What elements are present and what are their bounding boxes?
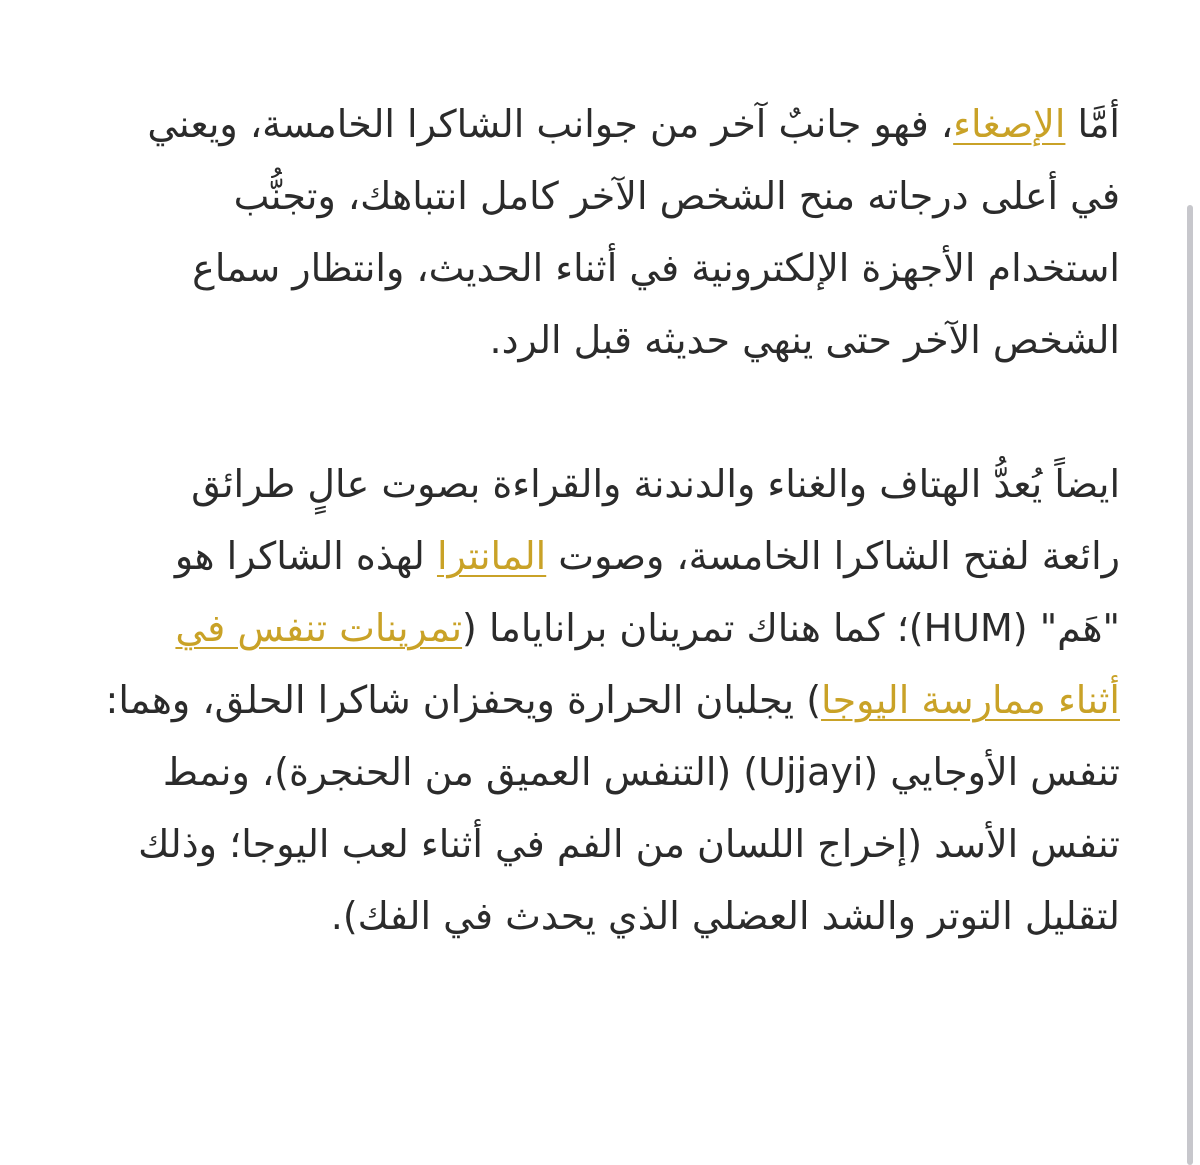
paragraph-text: أمَّا xyxy=(1065,102,1120,146)
paragraph-listening xyxy=(105,88,1120,376)
breathing-exercises-link[interactable]: تمرينات تنفس في أثناء ممارسة اليوجا xyxy=(175,606,1120,722)
paragraph-chanting xyxy=(105,448,1120,952)
paragraph-text: ايضاً يُعدُّ الهتاف والغناء والدندنة والقراءة بصوت عالٍ طرائق رائعة لفتح الشاكرا الخامسة، وصوت xyxy=(191,462,1120,578)
listening-link[interactable]: الإصغاء xyxy=(953,102,1066,146)
paragraph-text: ، فهو جانبٌ آخر من جوانب الشاكرا الخامسة، ويعني في أعلى درجاته منح الشخص الآخر كامل انتباهك، وتجنُّب استخدام الأجهزة الإلكترونية في أثناء الحديث، وانتظار سماع الشخص الآخر حتى ينهي حديثه قبل الرد. xyxy=(147,102,1120,362)
vertical-scrollbar[interactable] xyxy=(1187,205,1193,1165)
paragraph-text: ) يجلبان الحرارة ويحفزان شاكرا الحلق، وهما: تنفس الأوجايي (Ujjayi) (التنفس العميق من الحنجرة)، ونمط تنفس الأسد (إخراج اللسان من الفم في أثناء لعب اليوجا؛ وذلك لتقليل التوتر والشد العضلي الذي يحدث في الفك). xyxy=(105,678,1120,938)
mantra-link[interactable]: المانترا xyxy=(436,534,547,578)
paragraph-text: لهذه الشاكرا هو "هَم" (HUM)؛ كما هناك تمرينان براناياما ( xyxy=(174,534,1120,650)
article-body xyxy=(105,88,1120,952)
